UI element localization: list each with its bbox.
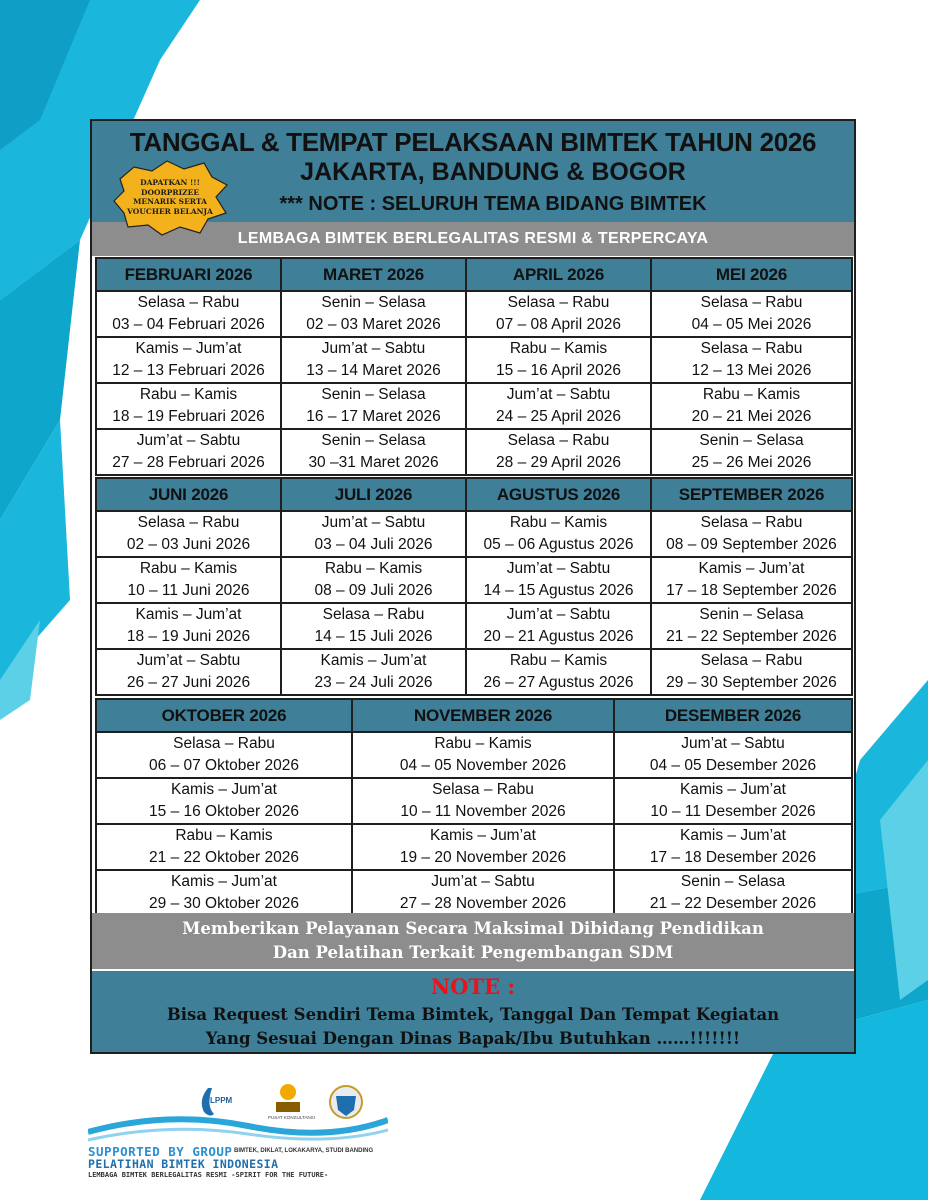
month-header: SEPTEMBER 2026 bbox=[651, 478, 852, 511]
table-row bbox=[96, 337, 852, 383]
month-header: AGUSTUS 2026 bbox=[466, 478, 651, 511]
day-range: Rabu – Kamis bbox=[509, 652, 608, 669]
table-row bbox=[96, 870, 852, 916]
month-header: MEI 2026 bbox=[651, 258, 852, 291]
day-range: Selasa – Rabu bbox=[700, 340, 803, 357]
schedule-cell bbox=[466, 603, 651, 649]
schedule-cell bbox=[466, 383, 651, 429]
date-range: 12 – 13 Mei 2026 bbox=[691, 362, 812, 379]
schedule-cell bbox=[466, 511, 651, 557]
day-range: Rabu – Kamis bbox=[324, 560, 423, 577]
slogan-banner bbox=[92, 913, 854, 969]
date-range: 29 – 30 September 2026 bbox=[666, 674, 837, 691]
table-row bbox=[96, 603, 852, 649]
day-range: Kamis – Jum’at bbox=[135, 606, 242, 623]
schedule-cell bbox=[614, 778, 852, 824]
day-range: Kamis – Jum’at bbox=[680, 827, 786, 844]
day-range: Kamis – Jum’at bbox=[135, 340, 242, 357]
schedule-cell bbox=[466, 291, 651, 337]
date-range: 26 – 27 Agustus 2026 bbox=[483, 674, 634, 691]
note-body bbox=[92, 1003, 854, 1051]
day-range: Selasa – Rabu bbox=[322, 606, 425, 623]
supported-by-text: SUPPORTED BY GROUP bbox=[88, 1144, 233, 1159]
month-header: FEBRUARI 2026 bbox=[96, 258, 281, 291]
month-header: JULI 2026 bbox=[281, 478, 466, 511]
table-row bbox=[96, 732, 852, 778]
month-header-row bbox=[96, 258, 852, 291]
day-range: Selasa – Rabu bbox=[507, 294, 610, 311]
day-range: Jum’at – Sabtu bbox=[321, 514, 426, 531]
lpp-logo-text: LPPM bbox=[210, 1096, 233, 1105]
note-line: Bisa Request Sendiri Tema Bimtek, Tanggal Dan Tempat Kegiatan bbox=[166, 1005, 780, 1024]
note-line: Yang Sesuai Dengan Dinas Bapak/Ibu Butuhkan ……!!!!!!! bbox=[205, 1029, 741, 1048]
date-range: 15 – 16 April 2026 bbox=[496, 362, 621, 379]
schedule-cell bbox=[466, 429, 651, 475]
day-range: Selasa – Rabu bbox=[507, 432, 610, 449]
schedule-cell bbox=[651, 649, 852, 695]
month-header: MARET 2026 bbox=[281, 258, 466, 291]
schedule-cell bbox=[96, 649, 281, 695]
date-range: 21 – 22 Oktober 2026 bbox=[149, 849, 299, 866]
day-range: Selasa – Rabu bbox=[432, 781, 534, 798]
note-title: NOTE : bbox=[430, 974, 516, 999]
day-range: Selasa – Rabu bbox=[700, 652, 803, 669]
schedule-cell bbox=[614, 732, 852, 778]
day-range: Jum’at – Sabtu bbox=[136, 432, 241, 449]
shield-logo-icon bbox=[330, 1086, 362, 1118]
table-row bbox=[96, 511, 852, 557]
schedule-cell bbox=[651, 383, 852, 429]
schedule-cell bbox=[281, 337, 466, 383]
date-range: 25 – 26 Mei 2026 bbox=[691, 454, 812, 471]
schedule-cell bbox=[352, 870, 614, 916]
pusat-konsultansi-text: PUSAT KONSULTANSI bbox=[268, 1115, 315, 1120]
schedule-cell bbox=[96, 337, 281, 383]
date-range: 26 – 27 Juni 2026 bbox=[126, 674, 251, 691]
date-range: 20 – 21 Agustus 2026 bbox=[483, 628, 634, 645]
day-range: Jum’at – Sabtu bbox=[506, 386, 611, 403]
brand-text: PELATIHAN BIMTEK INDONESIA bbox=[88, 1157, 279, 1171]
schedule-cell bbox=[96, 603, 281, 649]
table-row bbox=[96, 649, 852, 695]
schedule-cell bbox=[651, 603, 852, 649]
date-range: 27 – 28 November 2026 bbox=[399, 895, 567, 912]
day-range: Senin – Selasa bbox=[321, 386, 426, 403]
schedule-cell bbox=[281, 429, 466, 475]
day-range: Jum’at – Sabtu bbox=[681, 735, 785, 752]
month-header: NOVEMBER 2026 bbox=[352, 699, 614, 732]
date-range: 10 – 11 Desember 2026 bbox=[650, 803, 816, 820]
schedule-card bbox=[90, 119, 856, 1054]
schedule-cell bbox=[96, 732, 352, 778]
schedule-cell bbox=[96, 778, 352, 824]
date-range: 28 – 29 April 2026 bbox=[496, 454, 621, 471]
date-range: 02 – 03 Maret 2026 bbox=[306, 316, 441, 333]
date-range: 03 – 04 Juli 2026 bbox=[314, 536, 433, 553]
schedule-cell bbox=[281, 557, 466, 603]
month-header: APRIL 2026 bbox=[466, 258, 651, 291]
table-row bbox=[96, 557, 852, 603]
date-range: 04 – 05 Mei 2026 bbox=[691, 316, 812, 333]
date-range: 18 – 19 Februari 2026 bbox=[112, 408, 265, 425]
date-range: 20 – 21 Mei 2026 bbox=[691, 408, 812, 425]
day-range: Selasa – Rabu bbox=[700, 514, 803, 531]
schedule-cell bbox=[651, 291, 852, 337]
day-range: Senin – Selasa bbox=[699, 606, 804, 623]
date-range: 08 – 09 September 2026 bbox=[666, 536, 837, 553]
date-range: 15 – 16 Oktober 2026 bbox=[149, 803, 299, 820]
services-text: BIMTEK, DIKLAT, LOKAKARYA, STUDI BANDING bbox=[234, 1148, 374, 1154]
date-range: 21 – 22 Desember 2026 bbox=[649, 895, 817, 912]
day-range: Kamis – Jum’at bbox=[680, 781, 786, 798]
date-range: 29 – 30 Oktober 2026 bbox=[149, 895, 299, 912]
table-row bbox=[96, 291, 852, 337]
date-range: 16 – 17 Maret 2026 bbox=[306, 408, 441, 425]
schedule-cell bbox=[281, 511, 466, 557]
table-row bbox=[96, 429, 852, 475]
day-range: Rabu – Kamis bbox=[702, 386, 801, 403]
day-range: Kamis – Jum’at bbox=[171, 781, 277, 798]
day-range: Senin – Selasa bbox=[699, 432, 804, 449]
date-range: 18 – 19 Juni 2026 bbox=[126, 628, 251, 645]
schedule-table-jun-sep bbox=[95, 477, 853, 696]
schedule-cell bbox=[96, 557, 281, 603]
day-range: Rabu – Kamis bbox=[175, 827, 273, 844]
schedule-cell bbox=[466, 557, 651, 603]
date-range: 21 – 22 September 2026 bbox=[666, 628, 837, 645]
day-range: Kamis – Jum’at bbox=[430, 827, 536, 844]
schedule-cell bbox=[352, 778, 614, 824]
schedule-cell bbox=[651, 337, 852, 383]
schedule-cell bbox=[281, 649, 466, 695]
schedule-cell bbox=[281, 383, 466, 429]
schedule-cell bbox=[96, 429, 281, 475]
table-row bbox=[96, 824, 852, 870]
date-range: 17 – 18 Desember 2026 bbox=[649, 849, 817, 866]
date-range: 08 – 09 Juli 2026 bbox=[314, 582, 433, 599]
schedule-cell bbox=[352, 824, 614, 870]
schedule-cell bbox=[96, 291, 281, 337]
date-range: 10 – 11 Juni 2026 bbox=[127, 582, 250, 599]
date-range: 19 – 20 November 2026 bbox=[399, 849, 567, 866]
schedule-table-feb-may bbox=[95, 257, 853, 476]
month-header-row bbox=[96, 699, 852, 732]
page-title: TANGGAL & TEMPAT PELAKSAAN BIMTEK TAHUN 2026 bbox=[129, 127, 817, 157]
schedule-cell bbox=[614, 824, 852, 870]
day-range: Senin – Selasa bbox=[321, 294, 426, 311]
day-range: Senin – Selasa bbox=[680, 873, 786, 890]
slogan-line: Memberikan Pelayanan Secara Maksimal Dibidang Pendidikan bbox=[182, 919, 764, 938]
day-range: Rabu – Kamis bbox=[139, 386, 238, 403]
date-range: 04 – 05 Desember 2026 bbox=[649, 757, 817, 774]
day-range: Selasa – Rabu bbox=[700, 294, 803, 311]
month-header-row bbox=[96, 478, 852, 511]
schedule-cell bbox=[466, 649, 651, 695]
date-range: 27 – 28 Februari 2026 bbox=[112, 454, 265, 471]
schedule-cell bbox=[281, 291, 466, 337]
day-range: Rabu – Kamis bbox=[434, 735, 532, 752]
date-range: 14 – 15 Juli 2026 bbox=[314, 628, 433, 645]
date-range: 23 – 24 Juli 2026 bbox=[314, 674, 433, 691]
schedule-cell bbox=[466, 337, 651, 383]
tagline-text: LEMBAGA BIMTEK BERLEGALITAS RESMI -SPIRIT FOR THE FUTURE- bbox=[88, 1171, 329, 1179]
day-range: Selasa – Rabu bbox=[137, 294, 240, 311]
table-row bbox=[96, 778, 852, 824]
date-range: 17 – 18 September 2026 bbox=[666, 582, 837, 599]
date-range: 04 – 05 November 2026 bbox=[399, 757, 567, 774]
date-range: 05 – 06 Agustus 2026 bbox=[483, 536, 634, 553]
day-range: Rabu – Kamis bbox=[509, 514, 608, 531]
day-range: Jum’at – Sabtu bbox=[506, 606, 611, 623]
date-range: 13 – 14 Maret 2026 bbox=[306, 362, 441, 379]
day-range: Jum’at – Sabtu bbox=[506, 560, 611, 577]
date-range: 02 – 03 Juni 2026 bbox=[126, 536, 251, 553]
schedule-cell bbox=[651, 511, 852, 557]
cities-title: JAKARTA, BANDUNG & BOGOR bbox=[300, 158, 686, 186]
date-range: 14 – 15 Agustus 2026 bbox=[483, 582, 634, 599]
date-range: 07 – 08 April 2026 bbox=[496, 316, 621, 333]
schedule-cell bbox=[281, 603, 466, 649]
lembaga-banner: LEMBAGA BIMTEK BERLEGALITAS RESMI & TERPERCAYA bbox=[92, 222, 854, 256]
header-note: *** NOTE : SELURUH TEMA BIDANG BIMTEK bbox=[279, 193, 707, 215]
day-range: Jum’at – Sabtu bbox=[321, 340, 426, 357]
day-range: Kamis – Jum’at bbox=[698, 560, 805, 577]
schedule-cell bbox=[96, 511, 281, 557]
date-range: 24 – 25 April 2026 bbox=[496, 408, 621, 425]
day-range: Jum’at – Sabtu bbox=[136, 652, 241, 669]
doorprize-badge-text: DAPATKAN !!! DOORPRIZEE MENARIK SERTA VOUCHER BELANJA bbox=[127, 178, 213, 216]
graduate-logo-icon bbox=[276, 1084, 300, 1112]
date-range: 12 – 13 Februari 2026 bbox=[112, 362, 265, 379]
note-box bbox=[92, 971, 854, 1052]
schedule-cell bbox=[651, 557, 852, 603]
schedule-cell bbox=[352, 732, 614, 778]
day-range: Selasa – Rabu bbox=[137, 514, 240, 531]
month-header: DESEMBER 2026 bbox=[614, 699, 852, 732]
date-range: 06 – 07 Oktober 2026 bbox=[149, 757, 299, 774]
date-range: 30 –31 Maret 2026 bbox=[308, 454, 439, 471]
schedule-cell bbox=[96, 824, 352, 870]
day-range: Rabu – Kamis bbox=[509, 340, 608, 357]
day-range: Kamis – Jum’at bbox=[171, 873, 277, 890]
date-range: 03 – 04 Februari 2026 bbox=[112, 316, 265, 333]
day-range: Jum’at – Sabtu bbox=[431, 873, 535, 890]
day-range: Senin – Selasa bbox=[321, 432, 426, 449]
schedule-cell bbox=[651, 429, 852, 475]
table-row bbox=[96, 383, 852, 429]
day-range: Kamis – Jum’at bbox=[320, 652, 427, 669]
day-range: Selasa – Rabu bbox=[173, 735, 275, 752]
day-range: Rabu – Kamis bbox=[139, 560, 238, 577]
schedule-table-oct-dec bbox=[95, 698, 853, 917]
date-range: 10 – 11 November 2026 bbox=[400, 803, 566, 820]
month-header: JUNI 2026 bbox=[96, 478, 281, 511]
slogan-line: Dan Pelatihan Terkait Pengembangan SDM bbox=[272, 943, 674, 962]
schedule-cell bbox=[96, 383, 281, 429]
schedule-cell bbox=[614, 870, 852, 916]
schedule-cell bbox=[96, 870, 352, 916]
month-header: OKTOBER 2026 bbox=[96, 699, 352, 732]
